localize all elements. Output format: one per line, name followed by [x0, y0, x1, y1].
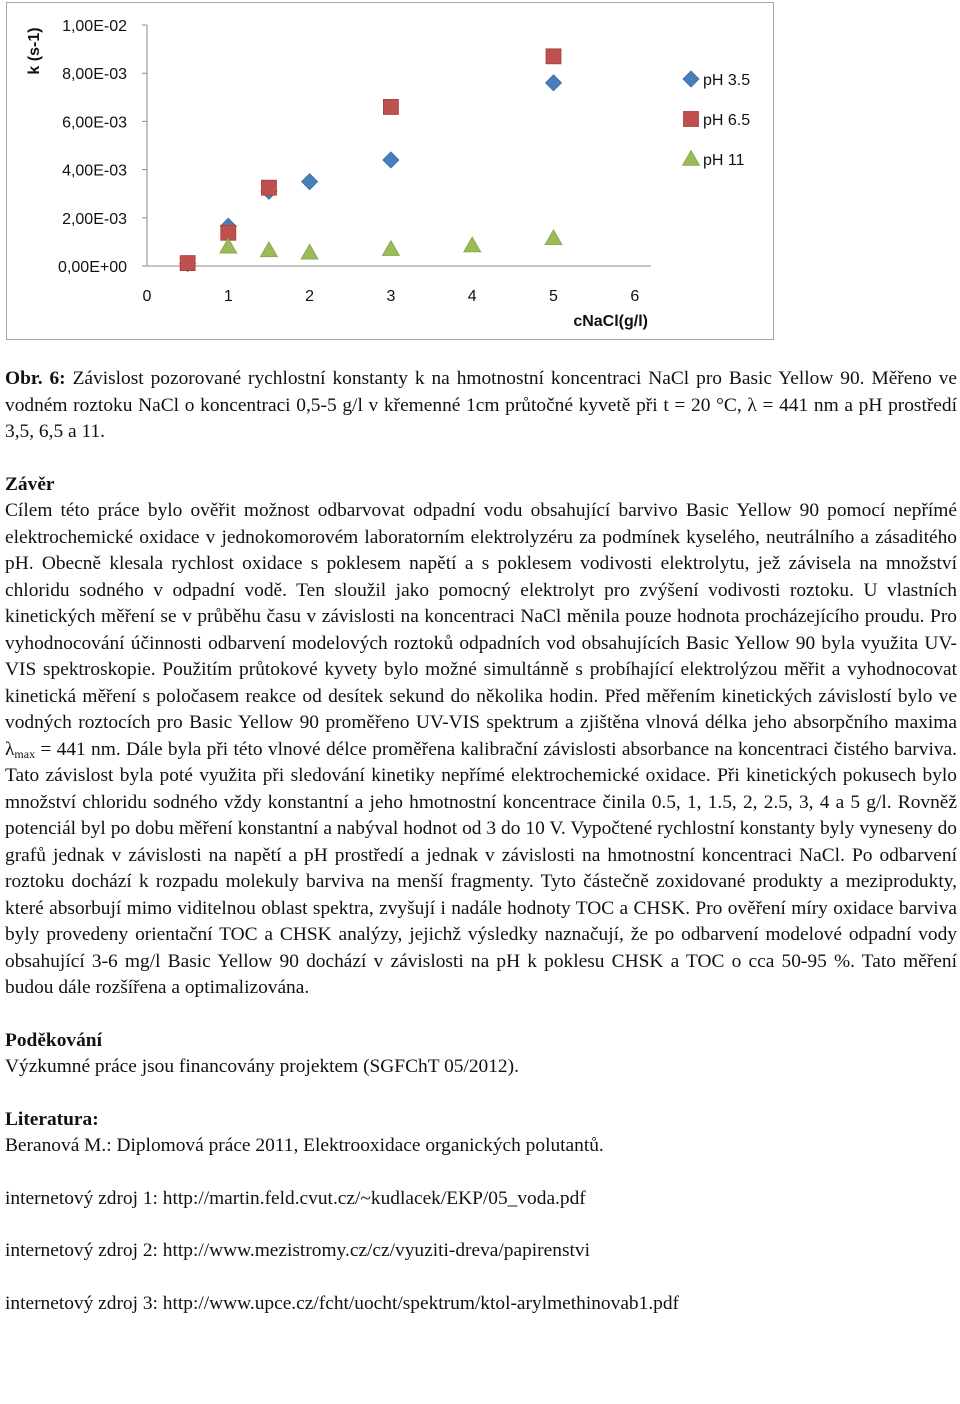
lambda-subscript: max — [14, 746, 36, 761]
conclusion-paragraph — [5, 498, 957, 1002]
rate-constant-chart — [7, 3, 775, 341]
x-tick-label: 0 — [142, 288, 152, 305]
acknowledgement-text: Výzkumné práce jsou financovány projektem (SGFChT 05/2012). — [5, 1056, 519, 1077]
chart-frame — [6, 2, 774, 340]
document-body — [5, 366, 957, 1317]
data-point-triangle — [260, 242, 277, 257]
references-heading: Literatura: — [5, 1108, 99, 1130]
data-point-triangle — [301, 244, 318, 259]
spacer — [5, 1160, 957, 1186]
data-point-triangle — [545, 230, 562, 245]
figure-caption — [5, 366, 957, 446]
acknowledgement-heading: Poděkování — [5, 1029, 102, 1051]
data-point-square — [546, 49, 561, 64]
spacer — [5, 1265, 957, 1291]
caption-text: Závislost pozorované rychlostní konstanty k na hmotnostní koncentraci NaCl pro Basic Yellow 90. Měřeno ve vodném roztoku NaCl o koncentraci 0,5-5 g/l v křemenné 1cm průtočné kyvetě při t = 20 °C, λ = 441 nm a pH prostředí 3,5, 6,5 a 11. — [5, 368, 958, 442]
legend-marker-triangle — [683, 151, 700, 166]
spacer — [5, 1002, 957, 1028]
y-tick-label: 4,00E-03 — [62, 162, 127, 180]
spacer — [5, 446, 957, 472]
legend-label: pH 11 — [703, 152, 745, 169]
data-point-square — [383, 99, 398, 114]
data-point-diamond — [302, 174, 318, 190]
x-tick-label: 5 — [549, 288, 558, 305]
y-tick-label: 2,00E-03 — [62, 210, 127, 228]
y-axis-label: k (s-1) — [26, 27, 43, 75]
spacer — [5, 1081, 957, 1107]
spacer — [5, 1212, 957, 1238]
data-point-triangle — [464, 237, 481, 252]
x-tick-label: 1 — [223, 288, 233, 305]
data-point-square — [180, 256, 195, 271]
y-tick-label: 1,00E-02 — [62, 18, 127, 35]
conclusion-text-a: Cílem této práce bylo ověřit možnost odbarvovat odpadní vodu obsahující barvivo Basic Yellow 90 pomocí nepřímé elektrochemické oxidace v jednokomorovém laboratorním elektrolyzéru za podmínek kyselého, neutrálního a zásaditého pH. Obecně klesala rychlost oxidace s poklesem napětí a s poklesem vodivosti elektrolytu, jež závisela na množství chloridu sodného v odpadní vodě. Ten sloužil jako pomocný elektrolyt pro zvýšení vodivosti roztoku. U vlastních kinetických měření se v průběhu času v závislosti na koncentraci NaCl měnila pouze hodnota procházejícího proudu. Pro vyhodnocování účinnosti odbarvení modelových roztoků odpadních vod obsahujících Basic Yellow 90 byla využita UV-VIS spektroskopie. Použitím průtokové kyvety bylo možné simultánně s probíhající elektrolýzou měřit a vyhodnocovat kinetická měření s poločasem reakce od desítek sekund do několika hodin. Před měřením kinetických závislostí bylo ve vodných roztocích pro Basic Yellow 90 proměřeno UV-VIS spektrum a zjištěna vlnová délka jeho absorpčního maxima λ — [5, 500, 957, 760]
data-point-diamond — [546, 75, 562, 91]
x-tick-label: 4 — [467, 288, 477, 305]
x-tick-label: 2 — [305, 288, 315, 305]
legend-marker-diamond — [683, 71, 699, 87]
data-point-diamond — [383, 152, 399, 168]
y-tick-label: 8,00E-03 — [62, 66, 127, 84]
reference-item: internetový zdroj 1: http://martin.feld.cvut.cz/~kudlacek/EKP/05_voda.pdf — [5, 1187, 586, 1209]
y-tick-label: 0,00E+00 — [58, 259, 127, 276]
y-tick-label: 6,00E-03 — [62, 114, 127, 132]
x-tick-label: 3 — [386, 288, 396, 305]
data-point-triangle — [382, 241, 399, 256]
reference-item: internetový zdroj 2: http://www.mezistromy.cz/cz/vyuziti-dreva/papirenstvi — [5, 1240, 590, 1261]
reference-item: internetový zdroj 3: http://www.upce.cz/fcht/uocht/spektrum/ktol-arylmethinovab1.pdf — [5, 1292, 680, 1314]
legend-label: pH 3.5 — [703, 72, 751, 89]
reference-item: Beranová M.: Diplomová práce 2011, Elektrooxidace organických polutantů. — [5, 1135, 604, 1156]
legend-marker-square — [684, 112, 699, 127]
conclusion-text-b: = 441 nm. Dále byla při této vlnové délce proměřena kalibrační závislosti absorbance na koncentraci čistého barviva. Tato závislost byla poté využita při sledování kinetiky nepřímé elektrochemické oxidace. Při kinetických pokusech bylo množství chloridu sodného vždy konstantní a jeho hmotnostní koncentrace činila 0.5, 1, 1.5, 2, 2.5, 3, 4 a 5 g/l. Rovněž potenciál byl po dobu měření konstantní a nabýval hodnot od 3 do 10 V. Vypočtené rychlostní konstanty byly vyneseny do grafů jednak v závislosti na napětí a pH prostředí a jednak v závislosti na hmotnostní koncentraci NaCl. Po odbarvení roztoku dochází k rozpadu molekuly barviva na menší fragmenty. Tyto částečně zoxidované produkty a meziprodukty, které absorbují mimo viditelnou oblast spektra, zvyšují i nadále hodnoty TOC a CHSK. Pro ověření míry oxidace barviva byly provedeny orientační TOC a CHSK analýzy, jejichž výsledky naznačují, že po odbarvení modelové odpadní vody obsahující 3-6 mg/l Basic Yellow 90 dochází v závislosti na pH k poklesu CHSK a TOC o cca 50-95 %. Tato měření budou dále rozšířena a optimalizována. — [5, 738, 957, 998]
conclusion-heading: Závěr — [5, 473, 55, 495]
legend-label: pH 6.5 — [703, 112, 751, 129]
data-point-square — [261, 180, 276, 195]
x-axis-label: cNaCl(g/l) — [573, 313, 648, 330]
x-tick-label: 6 — [630, 288, 640, 305]
caption-label: Obr. 6: — [5, 368, 66, 389]
